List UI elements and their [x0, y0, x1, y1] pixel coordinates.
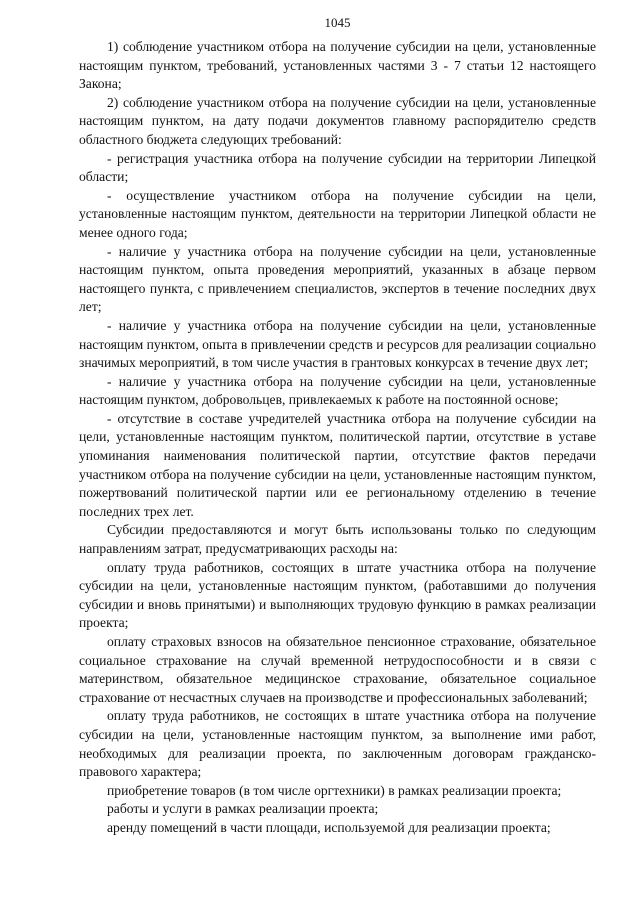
paragraph-3: - регистрация участника отбора на получение субсидии на территории Липецкой области;	[79, 150, 596, 185]
paragraph-13: приобретение товаров (в том числе оргтехники) в рамках реализации проекта;	[107, 782, 562, 798]
paragraph-5: - наличие у участника отбора на получение субсидии на цели, установленные настоящим пунктом, опыта проведения мероприятий, указанных в абзаце первом настоящего пункта, с привлечением специалистов, экспертов в течение последних двух лет;	[79, 243, 596, 315]
paragraph-6: - наличие у участника отбора на получение субсидии на цели, установленные настоящим пунктом, опыта в привлечении средств и ресурсов для реализации социально значимых мероприятий, в том числе участия в грантовых конкурсах в течение двух лет;	[79, 317, 596, 371]
paragraph-4: - осуществление участником отбора на получение субсидии на цели, установленные настоящим пунктом, деятельности на территории Липецкой области не менее одного года;	[79, 187, 596, 240]
paragraph-7: - наличие у участника отбора на получение субсидии на цели, установленные настоящим пунктом, добровольцев, привлекаемых к работе на постоянной основе;	[79, 373, 596, 408]
paragraph-14: работы и услуги в рамках реализации проекта;	[107, 801, 379, 817]
paragraph-12: оплату труда работников, не состоящих в штате участника отбора на получение субсидии на цели, установленные настоящим пунктом, за выполнение ими работ, необходимых для реализации проекта, по заключенным договорам гражданско-правового характера;	[79, 708, 596, 780]
paragraph-2: 2) соблюдение участником отбора на получение субсидии на цели, установленные настоящим пунктом, на дату подачи документов главному распорядителю средств областного бюджета следующих требований:	[79, 94, 596, 147]
paragraph-10: оплату труда работников, состоящих в штате участника отбора на получение субсидии на цели, установленные настоящим пунктом, (работавшими до получения субсидии и вновь принятыми) и выполняющих трудовую функцию в рамках реализации проекта;	[79, 559, 596, 631]
paragraph-11: оплату страховых взносов на обязательное пенсионное страхование, обязательное социальное страхование на случай временной нетрудоспособности и в связи с материнством, обязательное медицинское страхование, обязательное социальное страхование от несчастных случаев на производстве и профессиональных заболеваний;	[79, 634, 596, 705]
paragraph-15: аренду помещений в части площади, используемой для реализации проекта;	[107, 819, 551, 835]
paragraph-1: 1) соблюдение участником отбора на получение субсидии на цели, установленные настоящим пунктом, требований, установленных частями 3 - 7 статьи 12 настоящего Закона;	[79, 39, 596, 92]
paragraph-8: - отсутствие в составе учредителей участника отбора на получение субсидии на цели, установленные настоящим пунктом, политической партии, отсутствие в уставе упоминания наименования политической партии, отсутствие фактов передачи участником отбора на получение субсидии на цели, установленные настоящим пунктом, пожертвований политической партии или ее региональному отделению в течение последних трех лет.	[79, 410, 596, 519]
page-number: 1045	[324, 15, 351, 30]
paragraph-9: Субсидии предоставляются и могут быть использованы только по следующим направлениям затрат, предусматривающих расходы на:	[79, 522, 596, 557]
